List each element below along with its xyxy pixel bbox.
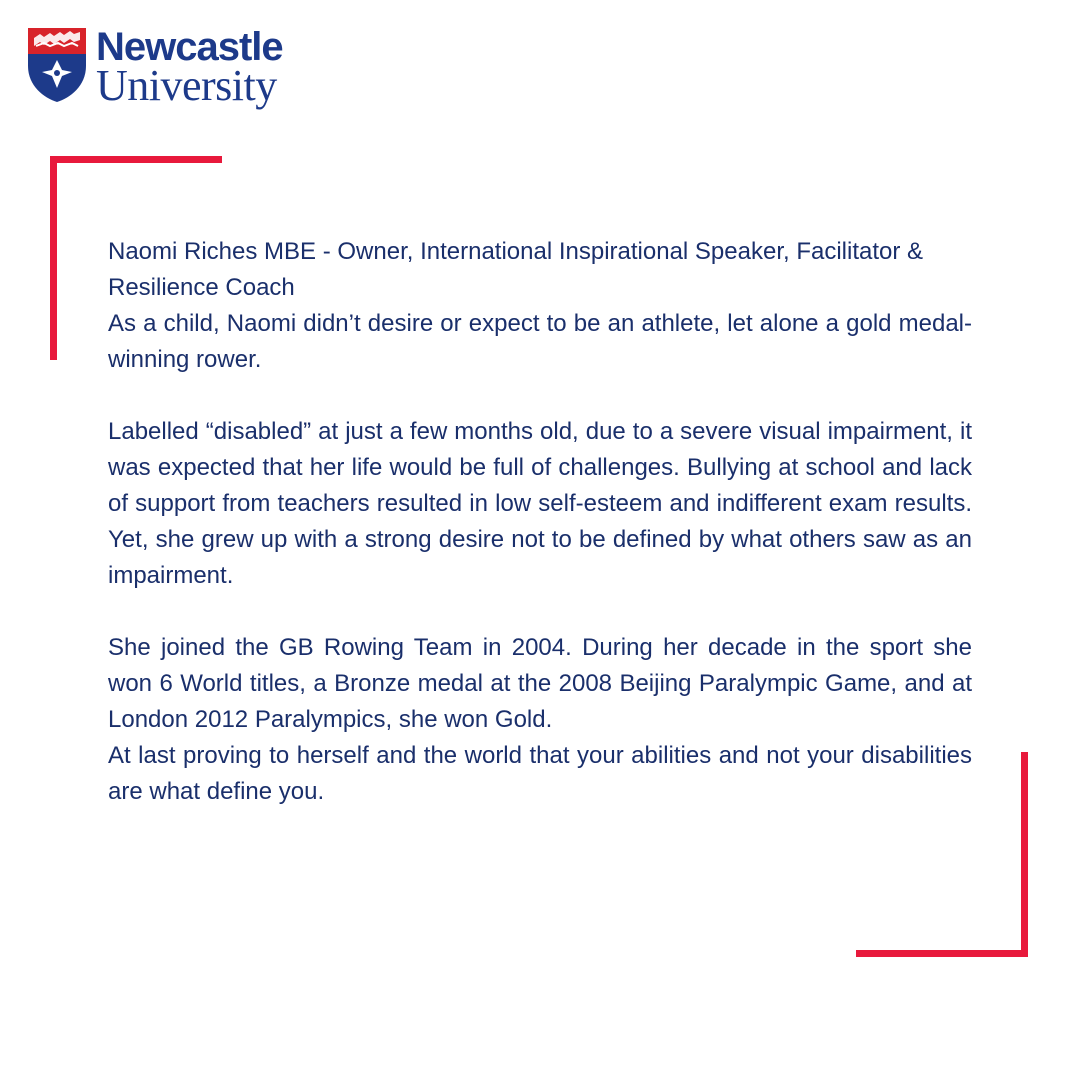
university-logo [26,22,326,112]
logo-wordmark-newcastle: Newcastle [96,25,283,69]
bio-paragraph-2: Labelled “disabled” at just a few months old, due to a severe visual impairment, it was expected that her life would be full of challenges. Bullying at school and lack of support from teachers resulted in low self-esteem and indifferent exam results. Yet, she grew up with a strong desire not to be defined by what others saw as an impairment. [108,418,972,589]
logo-wordmark-university: University [96,61,277,110]
top-bracket-horizontal [50,156,222,163]
bio-heading: Naomi Riches MBE - Owner, International Inspirational Speaker, Facilitator & Resilience Coach [108,238,924,301]
bio-paragraph-3: She joined the GB Rowing Team in 2004. During her decade in the sport she won 6 World titles, a Bronze medal at the 2008 Beijing Paralympic Game, and at London 2012 Paralympics, she won Gold. [108,634,972,733]
paragraph-spacer [108,378,972,414]
crest-icon [26,26,88,104]
bottom-bracket-horizontal [856,950,1028,957]
top-bracket-vertical [50,156,57,360]
bio-paragraph-4: At last proving to herself and the world that your abilities and not your disabilities are what define you. [108,742,972,805]
bio-intro: As a child, Naomi didn’t desire or expect to be an athlete, let alone a gold medal-winning rower. [108,310,972,373]
paragraph-spacer [108,594,972,630]
bio-text [108,234,972,810]
bottom-bracket-vertical [1021,752,1028,957]
